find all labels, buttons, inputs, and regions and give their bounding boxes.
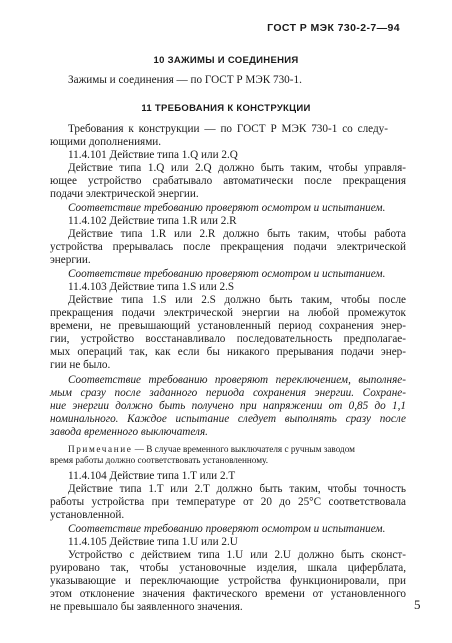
clause-check-text: Соответствие требованию проверяют осмотром и испытанием.	[68, 202, 386, 214]
clause-text-line: работы устройства при температуре от 20 до 25°C соответствовала	[50, 496, 406, 508]
note-label: Примечание	[68, 444, 133, 454]
clause-text-line: этом отклонение значения фактического времени от установленного	[50, 588, 406, 600]
clause-check-text: Соответствие требованию проверяют осмотром и испытанием.	[68, 268, 386, 280]
clause-check-text: Соответствие требованию проверяют осмотром и испытанием.	[68, 523, 386, 535]
clause-text-line: Действие типа 1.Q или 2.Q должно быть таким, чтобы управля-	[68, 162, 406, 174]
section-10-title: 10 ЗАЖИМЫ И СОЕДИНЕНИЯ	[153, 55, 299, 66]
clause-check-text: мым сразу после заданного периода сохранения энергии. Сохране-	[50, 387, 406, 399]
clause-text-line: ющее устройство срабатывало автоматически после прекращения	[50, 175, 406, 187]
clause-text-line: установленной.	[50, 509, 125, 521]
clause-text-line: гии, устройство восстанавливало последовательность предполагае-	[50, 333, 406, 345]
clause-check-text: завода временного выключателя.	[50, 426, 208, 438]
clause-text-line: Действие типа 1.S или 2.S должно быть таким, чтобы после	[68, 294, 406, 306]
page-header: ГОСТ Р МЭК 730-2-7—94	[267, 22, 400, 34]
clause-11-4-103-heading: 11.4.103 Действие типа 1.S или 2.S	[68, 281, 235, 293]
clause-text-line: энергии.	[50, 254, 91, 266]
clause-text-line: Устройство с действием типа 1.U или 2.U должно быть сконст-	[68, 549, 406, 561]
clause-text-line: Действие типа 1.T или 2.T должно быть таким, чтобы точность	[68, 483, 406, 495]
clause-text-line: подачи электрической энергии.	[50, 188, 199, 200]
section-10-text: Зажимы и соединения — по ГОСТ Р МЭК 730-1.	[68, 74, 302, 86]
clause-text-line: гии не было.	[50, 359, 111, 371]
page-number: 5	[414, 597, 421, 612]
clause-text-line: указывающие и переключающие устройства функционировали, при	[50, 575, 406, 587]
section-11-title: 11 ТРЕБОВАНИЯ К КОНСТРУКЦИИ	[141, 103, 311, 114]
clause-check-text: номинального. Каждое испытание следует выполнять сразу после	[50, 413, 406, 425]
clause-text-line: не превышало бы заявленного значения.	[50, 601, 243, 613]
section-11-intro-line: ющими дополнениями.	[50, 136, 162, 148]
clause-text-line: времени, не превышающий установленный период сохранения энер-	[50, 320, 406, 332]
section-11-intro-line: Требования к конструкции — по ГОСТ Р МЭК 730-1 со следу-	[68, 123, 388, 135]
clause-text-line: Действие типа 1.R или 2.R должно быть таким, чтобы работа	[68, 228, 406, 240]
clause-text-line: мых операций так, как если бы никакого прерывания подачи энер-	[50, 346, 406, 358]
clause-11-4-102-heading: 11.4.102 Действие типа 1.R или 2.R	[68, 215, 237, 227]
note-text: — В случае временного выключателя с ручным заводом	[132, 444, 355, 454]
clause-11-4-105-heading: 11.4.105 Действие типа 1.U или 2.U	[68, 536, 238, 548]
clause-11-4-101-heading: 11.4.101 Действие типа 1.Q или 2.Q	[68, 149, 238, 161]
clause-check-text: Соответствие требованию проверяют переключением, выполняе-	[68, 374, 406, 386]
note-line: время работы должно соответствовать установленному.	[50, 455, 269, 465]
clause-check-text: ние энергии должно быть получено при напряжении от 0,85 до 1,1	[50, 400, 406, 412]
clause-11-4-104-heading: 11.4.104 Действие типа 1.T или 2.T	[68, 470, 236, 482]
clause-text-line: прекращения подачи электрической энергии на любой промежуток	[50, 307, 406, 319]
clause-text-line: руировано так, чтобы установочные изделия, шкала циферблата,	[50, 562, 406, 574]
clause-text-line: устройства прерывалась после прекращения подачи электрической	[50, 241, 406, 253]
